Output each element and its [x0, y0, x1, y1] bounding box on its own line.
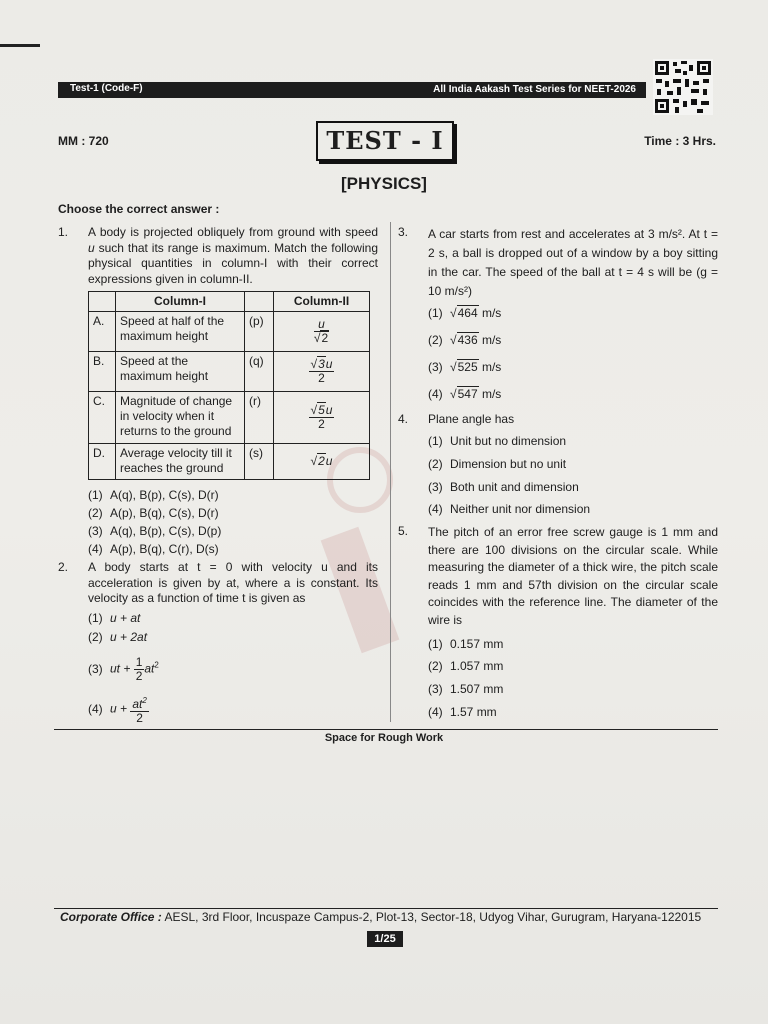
header-bar [58, 82, 646, 98]
expression: √2u [274, 444, 370, 480]
question-number: 1. [58, 225, 69, 239]
option[interactable]: (3) ut + $\frac{1}{2}$ $at^2$ [88, 655, 159, 683]
row-key: (q) [245, 352, 274, 392]
question-text: The pitch of an error free screw gauge is 1 mm and there are 100 divisions on the circular scale. While measuring the diameter of a thick wire, the pitch scale reads 1 mm and 57th division on the circular scale coincides with the reference line. The diameter of the wire is [428, 525, 718, 627]
option[interactable]: (2) 1.057 mm [428, 659, 504, 673]
page-number: 1/25 [367, 931, 403, 947]
column-header: Column-II [274, 292, 370, 312]
rough-work-label: Space for Rough Work [324, 732, 444, 744]
option[interactable]: (3) Both unit and dimension [428, 480, 579, 494]
option[interactable]: (1) √464 m/s [428, 306, 502, 320]
option[interactable]: (4) 1.57 mm [428, 705, 497, 719]
question-text: Plane angle has [428, 412, 515, 426]
row-key: B. [89, 352, 116, 392]
column-header: Column-I [116, 292, 245, 312]
qr-code-icon [653, 59, 713, 115]
page-edge-mark [0, 44, 40, 47]
expression: $\frac{√3u}{2}$ [274, 352, 370, 392]
expression: $\frac{u}{√2}$ [274, 312, 370, 352]
question-number: 3. [398, 225, 409, 239]
question-number: 5. [398, 524, 409, 538]
rough-work-divider [54, 729, 718, 730]
question-number: 2. [58, 560, 69, 574]
row-key: (p) [245, 312, 274, 352]
corporate-office: Corporate Office : AESL, 3rd Floor, Incuspaze Campus-2, Plot-13, Sector-18, Udyog Vihar, Gurugram, Haryana-122015 [60, 910, 702, 924]
option[interactable]: (2) A(p), B(q), C(s), D(r) [88, 506, 219, 520]
question-text: A body is projected obliquely from ground with speed u such that its range is maximum. Match the following physical quantities in column-I with their correct expressions given in column-II. [88, 225, 378, 286]
footer-divider [54, 908, 718, 909]
series-title: All India Aakash Test Series for NEET-2026 [433, 84, 636, 95]
test-code: Test-1 (Code-F) [70, 83, 143, 94]
row-key: C. [89, 392, 116, 444]
row-key: (r) [245, 392, 274, 444]
option[interactable]: (4) √547 m/s [428, 387, 502, 401]
column-divider [390, 222, 391, 722]
question-text: A body starts at t = 0 with velocity u and its acceleration is given by at, where a is constant. Its velocity as a function of time t is given as [88, 560, 378, 605]
option[interactable]: (3) √525 m/s [428, 360, 502, 374]
match-table [88, 291, 370, 480]
row-key: A. [89, 312, 116, 352]
option[interactable]: (3) A(q), B(p), C(s), D(p) [88, 524, 222, 538]
row-label: Speed at half of the maximum height [116, 312, 245, 352]
option[interactable]: (4) u + $\frac{at^2}{2}$ [88, 696, 147, 725]
row-key: D. [89, 444, 116, 480]
row-key: (s) [245, 444, 274, 480]
max-marks: MM : 720 [58, 134, 109, 148]
question-text: A car starts from rest and accelerates at 3 m/s². At t = 2 s, a ball is dropped out of a window by a boy sitting in the car. The speed of the ball at t = 4 s will be (g = 10 m/s²) [428, 227, 718, 298]
option[interactable]: (2) √436 m/s [428, 333, 502, 347]
option[interactable]: (1) u + at [88, 611, 141, 625]
option[interactable]: (3) 1.507 mm [428, 682, 504, 696]
subject-heading: [PHYSICS] [341, 174, 427, 193]
question-number: 4. [398, 412, 409, 426]
option[interactable]: (1) 0.157 mm [428, 637, 504, 651]
option[interactable]: (4) Neither unit nor dimension [428, 502, 591, 516]
time-duration: Time : 3 Hrs. [644, 134, 716, 148]
row-label: Magnitude of change in velocity when it returns to the ground [116, 392, 245, 444]
instruction: Choose the correct answer : [58, 202, 220, 216]
test-title: TEST - I [316, 121, 454, 161]
option[interactable]: (2) u + 2at [88, 630, 148, 644]
row-label: Average velocity till it reaches the ground [116, 444, 245, 480]
option[interactable]: (1) Unit but no dimension [428, 434, 567, 448]
row-label: Speed at the maximum height [116, 352, 245, 392]
option[interactable]: (2) Dimension but no unit [428, 457, 567, 471]
expression: $\frac{√5u}{2}$ [274, 392, 370, 444]
option[interactable]: (1) A(q), B(p), C(s), D(r) [88, 488, 219, 502]
option[interactable]: (4) A(p), B(q), C(r), D(s) [88, 542, 219, 556]
